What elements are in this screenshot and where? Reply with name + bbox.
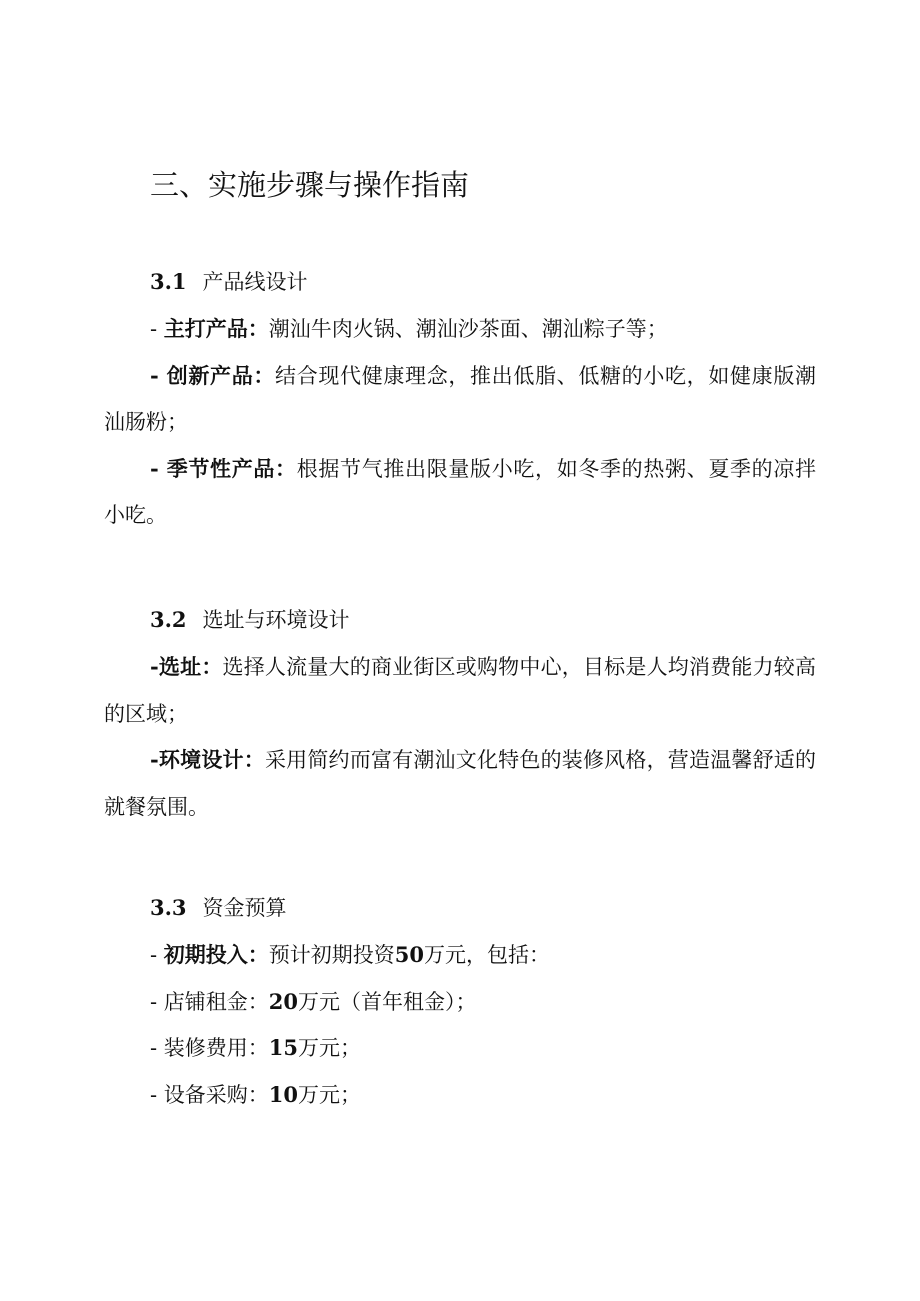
budget-amount: 20 — [268, 988, 299, 1014]
chapter-title: 三、实施步骤与操作指南 — [150, 168, 470, 202]
list-item: -选址：选择人流量大的商业街区或购物中心，目标是人均消费能力较高的区域； — [104, 654, 816, 726]
list-item: - 季节性产品：根据节气推出限量版小吃，如冬季的热粥、夏季的凉拌小吃。 — [104, 455, 817, 527]
budget-amount: 10 — [268, 1081, 299, 1107]
list-item: - 主打产品：潮汕牛肉火锅、潮汕沙茶面、潮汕粽子等； — [150, 316, 668, 341]
section-budget — [104, 884, 816, 1118]
list-item: -环境设计：采用简约而富有潮汕文化特色的装修风格，营造温馨舒适的就餐氛围。 — [104, 747, 817, 819]
list-item: - 初期投入：预计初期投资50万元，包括： — [150, 942, 551, 967]
list-item: - 装修费用：15万元； — [150, 1035, 362, 1060]
section-number: 3.1 — [150, 269, 187, 294]
list-item: - 设备采购：10万元； — [150, 1081, 362, 1107]
budget-amount: 15 — [268, 1035, 299, 1060]
list-item: - 店铺租金：20万元（首年租金）； — [150, 988, 477, 1014]
section-number: 3.3 — [150, 895, 187, 920]
section-site-environment — [104, 596, 816, 830]
section-number: 3.2 — [150, 607, 187, 632]
section-title: 产品线设计 — [202, 270, 308, 294]
list-item: - 创新产品：结合现代健康理念，推出低脂、低糖的小吃，如健康版潮汕肠粉； — [104, 362, 817, 434]
section-title: 资金预算 — [202, 896, 287, 920]
section-title: 选址与环境设计 — [202, 608, 350, 632]
section-heading — [150, 258, 816, 306]
section-product-line — [104, 258, 816, 539]
section-heading — [150, 884, 816, 932]
budget-amount: 50 — [394, 942, 425, 967]
section-heading — [150, 596, 816, 644]
